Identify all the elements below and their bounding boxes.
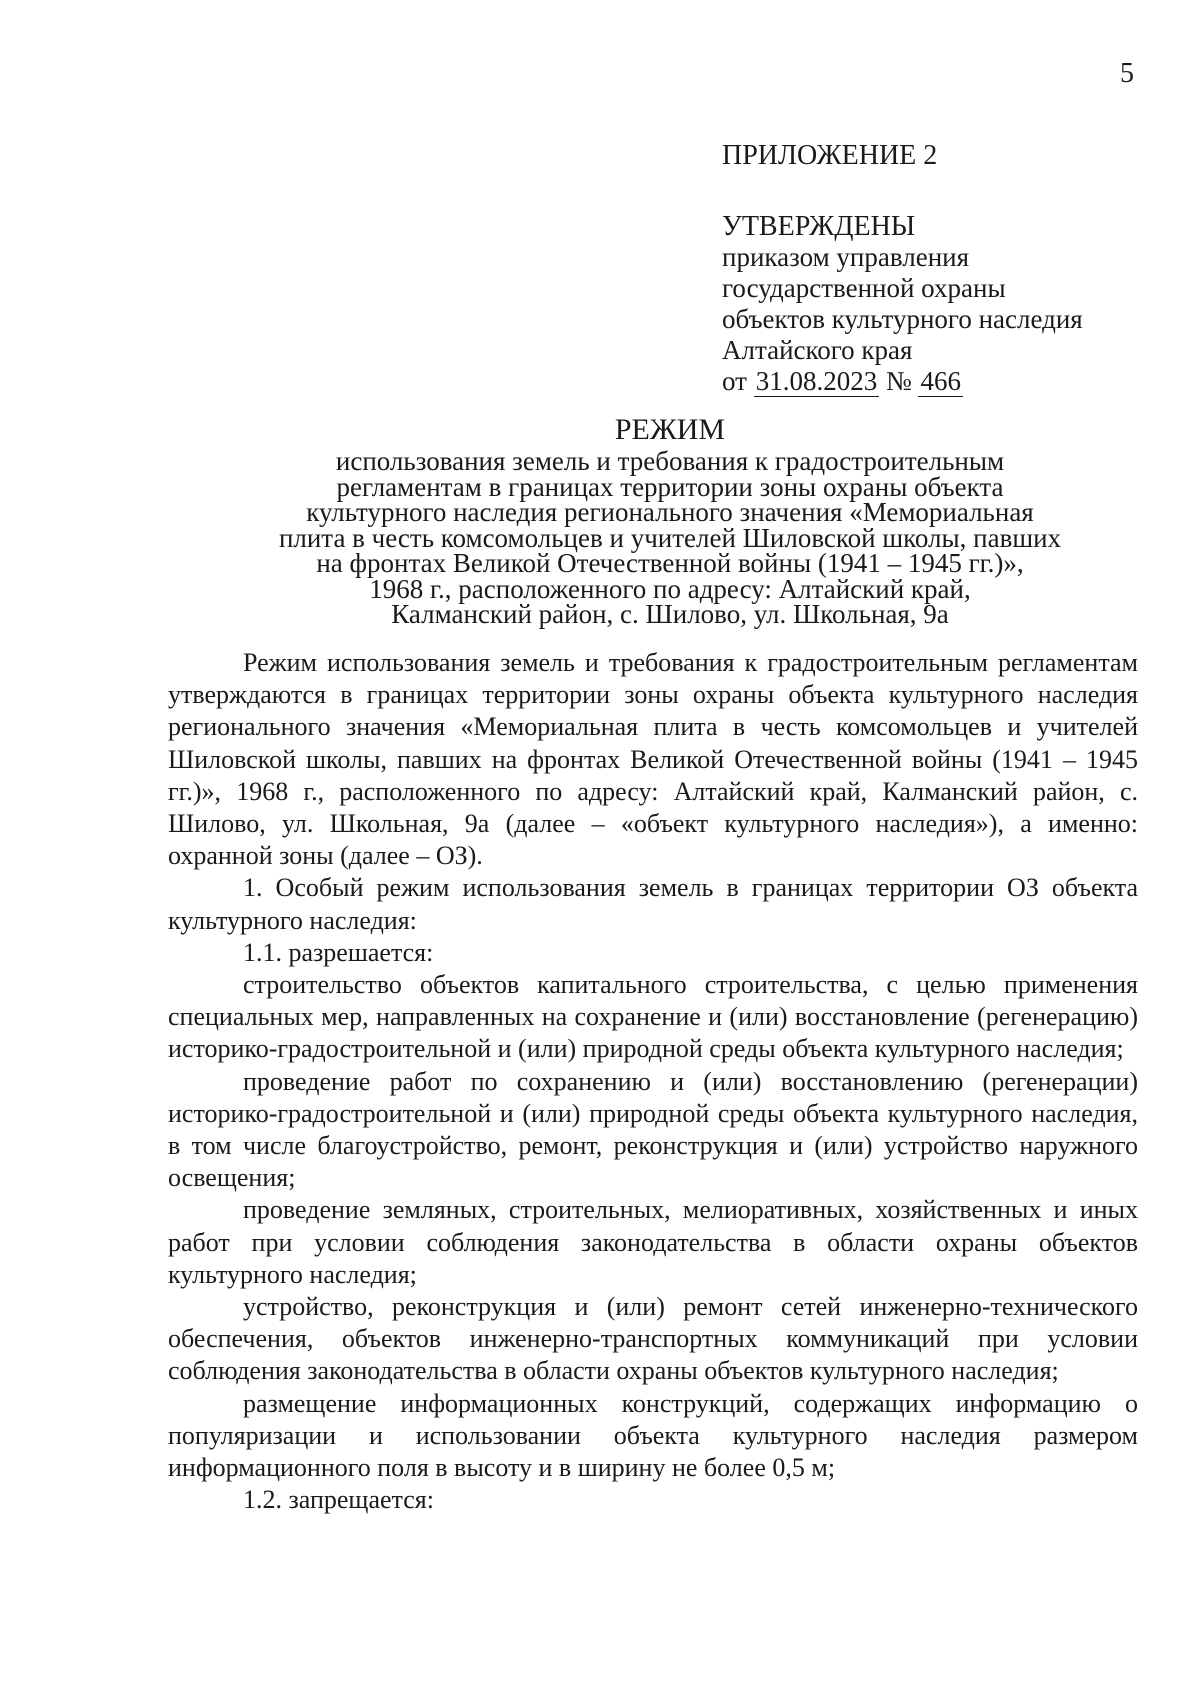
date-prefix: от — [722, 366, 747, 396]
number-prefix: № — [885, 366, 912, 396]
body-paragraph: 1.1. разрешается: — [243, 937, 434, 967]
title-line: культурного наследия регионального значения «Мемориальная — [306, 497, 1034, 527]
title-line: на фронтах Великой Отечественной войны (1941 – 1945 гг.)», — [316, 548, 1024, 578]
body-paragraph: устройство, реконструкция и (или) ремонт сетей инженерно-технического обеспечения, объектов инженерно-транспортных коммуникаций при условии соблюдения законодательства в области охраны объектов культурного наследия; — [168, 1292, 1138, 1386]
approval-block — [722, 140, 1162, 397]
page-number: 5 — [1120, 58, 1134, 89]
title-line: плита в честь комсомольцев и учителей Шиловской школы, павших — [278, 522, 1062, 553]
body-paragraph: проведение работ по сохранению и (или) восстановлению (регенерации) историко-градостроительной и (или) природной среды объекта культурного наследия, в том числе благоустройство, ремонт, реконструкция и (или) устройство наружного освещения; — [168, 1066, 1138, 1193]
title-line: регламентам в границах территории зоны охраны объекта — [336, 471, 1004, 502]
title-line: Калманский район, с. Шилово, ул. Школьная, 9а — [391, 599, 949, 629]
approval-number: 466 — [920, 366, 961, 396]
document-body — [168, 647, 1138, 1516]
document-title: РЕЖИМ — [614, 413, 726, 446]
appendix-heading: ПРИЛОЖЕНИЕ 2 — [722, 140, 938, 171]
title-line: использования земель и требования к градостроительным — [335, 446, 1005, 476]
title-line: 1968 г., расположенного по адресу: Алтайский край, — [369, 573, 971, 604]
approval-line-2: государственной охраны — [722, 273, 1006, 303]
approved-label: УТВЕРЖДЕНЫ — [722, 211, 916, 242]
body-paragraph: строительство объектов капитального строительства, с целью применения специальных мер, направленных на сохранение и (или) восстановление (регенерацию) историко-градостроительной и (или) природной среды объекта культурного наследия; — [168, 970, 1138, 1064]
approval-line-1: приказом управления — [722, 242, 970, 272]
body-paragraph: 1. Особый режим использования земель в границах территории ОЗ объекта культурного наследия: — [168, 873, 1138, 935]
body-paragraph: 1.2. запрещается: — [243, 1485, 434, 1515]
approval-date: 31.08.2023 — [755, 366, 878, 396]
approval-line-3: объектов культурного наследия — [722, 304, 1083, 334]
approval-line-4: Алтайского края — [722, 335, 913, 365]
approval-date-line — [722, 366, 1162, 397]
body-paragraph: размещение информационных конструкций, содержащих информацию о популяризации и использовании объекта культурного наследия размером информационного поля в высоту и в ширину не более 0,5 м; — [168, 1388, 1138, 1483]
body-paragraph: проведение земляных, строительных, мелиоративных, хозяйственных и иных работ при условии соблюдения законодательства в области охраны объектов культурного наследия; — [168, 1195, 1138, 1289]
document-title-block — [170, 413, 1170, 628]
body-paragraph: Режим использования земель и требования к градостроительным регламентам утверждаются в границах территории зоны охраны объекта культурного наследия регионального значения «Мемориальная плита в честь комсомольцев и учителей Шиловской школы, павших на фронтах Великой Отечественной войны (1941 – 1945 гг.)», 1968 г., расположенного по адресу: Алтайский край, Калманский район, с. Шилово, ул. Школьная, 9а (далее – «объект культурного наследия»), а именно: охранной зоны (далее – ОЗ). — [168, 648, 1138, 871]
